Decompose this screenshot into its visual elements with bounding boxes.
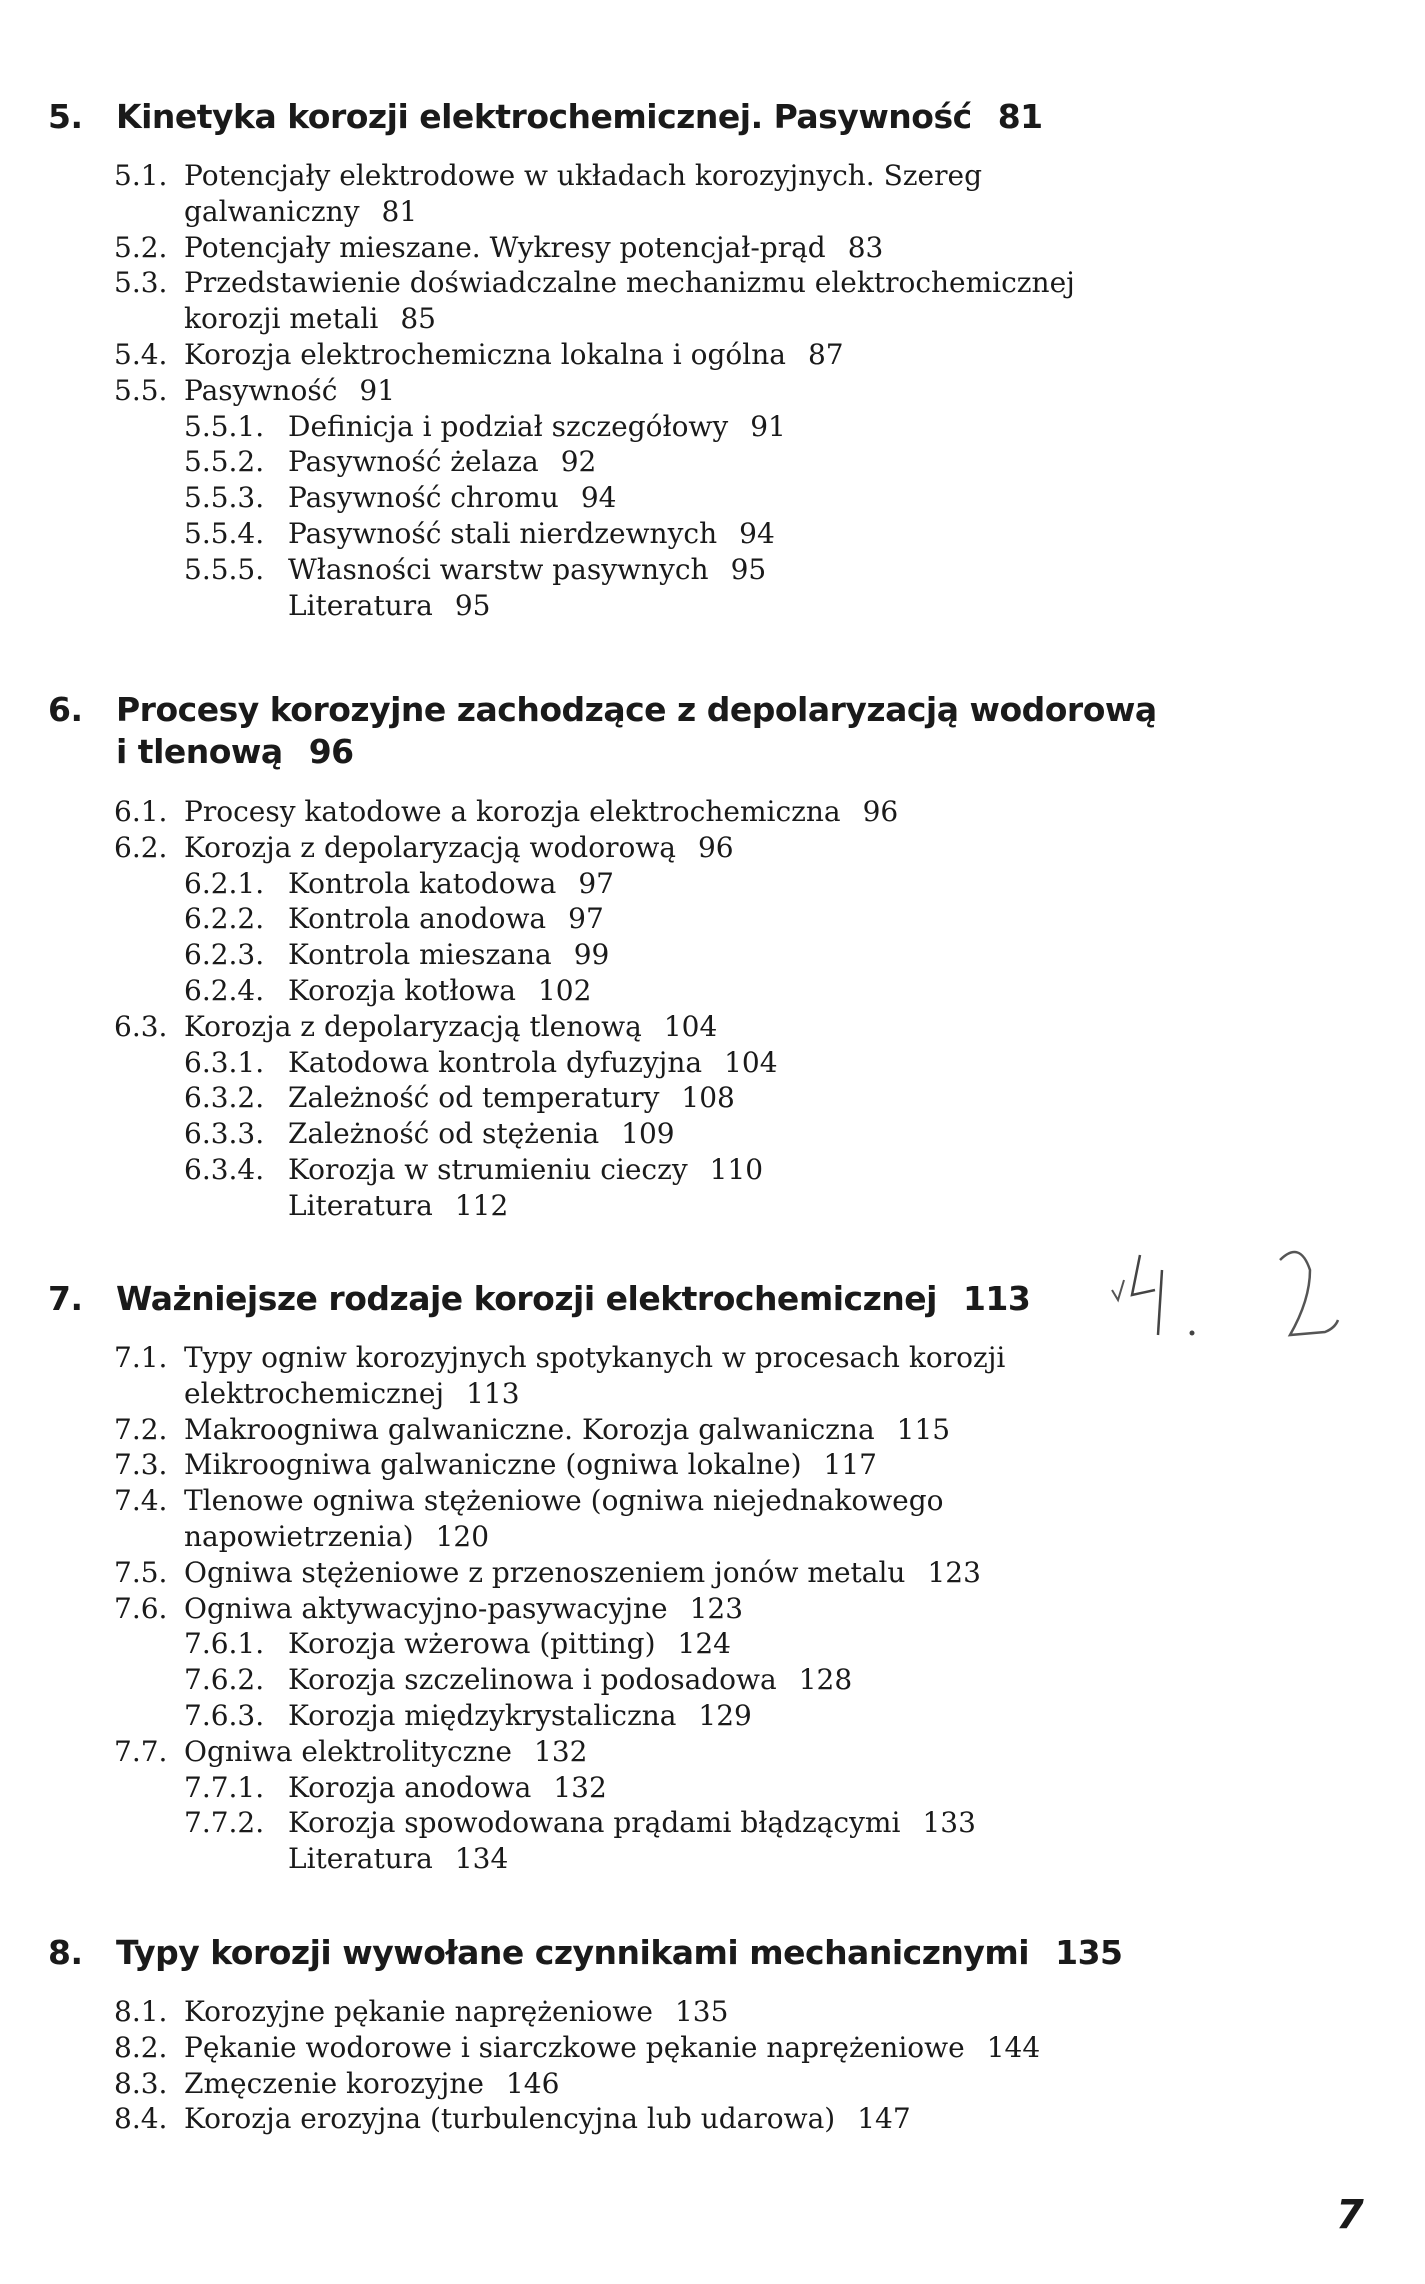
toc-entry[interactable]: [0, 1734, 1425, 1770]
entry-title: Potencjały elektrodowe w układach korozyjnych. Szereg: [184, 159, 982, 192]
entry-page: 96: [697, 830, 734, 864]
entry-title-continuation: galwaniczny: [184, 194, 360, 228]
entry-number: 6.3.2.: [184, 1081, 265, 1115]
toc-entry[interactable]: [0, 552, 1425, 588]
entry-number: 8.3.: [114, 2066, 168, 2100]
entry-title: Ogniwa stężeniowe z przenoszeniem jonów metalu: [184, 1555, 906, 1589]
toc-entry[interactable]: [0, 409, 1425, 445]
toc-entry[interactable]: [0, 1116, 1425, 1152]
entry-page: 112: [454, 1188, 509, 1222]
entry-page: 91: [750, 409, 786, 443]
toc-entry[interactable]: [0, 444, 1425, 480]
toc-entry[interactable]: [0, 230, 1425, 266]
entry-title: Korozja w strumieniu cieczy: [288, 1152, 688, 1186]
entry-number: 5.3.: [114, 266, 168, 300]
entry-number: 7.2.: [114, 1412, 168, 1446]
toc-entry[interactable]: [0, 1626, 1425, 1662]
entry-page: 95: [454, 588, 491, 622]
entry-page: 134: [454, 1842, 509, 1876]
entry-title: Korozja międzykrystaliczna: [288, 1698, 677, 1732]
toc-entry[interactable]: [0, 1770, 1425, 1806]
entry-page: 87: [807, 337, 844, 371]
toc-entry[interactable]: [0, 866, 1425, 902]
toc-entries: [0, 1340, 1425, 1877]
toc-entry[interactable]: [0, 1662, 1425, 1698]
chapter-title: Procesy korozyjne zachodzące z depolaryzacją wodorową: [116, 690, 1157, 729]
toc-entry-continuation: [0, 1519, 1425, 1555]
entry-page: 113: [466, 1376, 520, 1410]
entry-title: Ogniwa elektrolityczne: [184, 1734, 513, 1768]
entry-number: 7.7.: [114, 1734, 168, 1768]
entry-title: Kontrola katodowa: [288, 866, 557, 900]
entry-title: Potencjały mieszane. Wykresy potencjał-prąd: [184, 230, 826, 264]
entry-page: 120: [435, 1519, 490, 1553]
entry-number: 6.2.4.: [184, 973, 265, 1007]
chapter-title: Ważniejsze rodzaje korozji elektrochemicznej 113: [116, 1279, 1031, 1318]
toc-literature-entry[interactable]: [0, 1841, 1425, 1877]
entry-page: 94: [580, 481, 617, 515]
entry-page: 94: [739, 516, 775, 550]
entry-page: 102: [537, 973, 592, 1007]
entry-title: Zależność od stężenia: [288, 1117, 600, 1151]
entry-page: 99: [573, 938, 610, 972]
page-number: 7: [1336, 2192, 1364, 2238]
toc-entry-continuation: [0, 194, 1425, 230]
entry-number: 5.1.: [114, 159, 168, 192]
entry-title: Korozja z depolaryzacją wodorową: [184, 830, 676, 864]
entry-title: Własności warstw pasywnych: [288, 552, 709, 586]
entry-number: 5.5.: [114, 373, 168, 407]
entry-page: 108: [681, 1081, 735, 1115]
toc-entry[interactable]: [0, 1080, 1425, 1116]
entry-page: 117: [823, 1448, 877, 1482]
toc-literature-entry[interactable]: [0, 588, 1425, 624]
entry-number: 8.4.: [114, 2102, 168, 2136]
toc-literature-entry[interactable]: [0, 1188, 1425, 1224]
entry-number: 7.3.: [114, 1448, 168, 1482]
entry-page: 129: [698, 1698, 752, 1732]
toc-entry[interactable]: [0, 1591, 1425, 1627]
entry-page: 147: [857, 2102, 911, 2136]
toc-entry[interactable]: [0, 2101, 1425, 2137]
entry-number: 5.2.: [114, 230, 168, 264]
toc-entry[interactable]: [0, 1483, 1425, 1519]
entry-page: 109: [621, 1117, 675, 1151]
toc-entry[interactable]: [0, 373, 1425, 409]
toc-entry[interactable]: [0, 158, 1425, 194]
entry-title: Korozja z depolaryzacją tlenową: [184, 1009, 642, 1043]
toc-entry-continuation: [0, 301, 1425, 337]
toc-entry[interactable]: [0, 516, 1425, 552]
toc-entries: [0, 1994, 1425, 2137]
entry-page: 96: [862, 795, 899, 828]
toc-entry-continuation: [0, 1376, 1425, 1412]
toc-entry[interactable]: [0, 1994, 1425, 2030]
entry-number: 5.5.4.: [184, 516, 265, 550]
entry-page: 97: [578, 866, 614, 900]
toc-entry[interactable]: [0, 1412, 1425, 1448]
entry-page: 146: [505, 2066, 560, 2100]
entry-page: 132: [553, 1770, 607, 1804]
entry-title-continuation: korozji metali: [184, 302, 379, 336]
entry-title: Procesy katodowe a korozja elektrochemiczna: [184, 795, 841, 828]
entry-number: 7.5.: [114, 1555, 168, 1589]
toc-entry[interactable]: [0, 337, 1425, 373]
entry-number: 7.6.2.: [184, 1663, 265, 1697]
chapter-page: 81: [997, 97, 1043, 136]
chapter-number: 8.: [48, 1933, 83, 1972]
entry-title: Korozja wżerowa (pitting): [288, 1627, 656, 1661]
entry-title: Mikroogniwa galwaniczne (ogniwa lokalne): [184, 1448, 802, 1482]
entry-title: Przedstawienie doświadczalne mechanizmu elektrochemicznej: [184, 266, 1075, 300]
entry-title: Korozja szczelinowa i podosadowa: [288, 1663, 777, 1697]
entry-number: 6.2.: [114, 830, 168, 864]
toc-entries: [0, 794, 1425, 1224]
chapter-title: Kinetyka korozji elektrochemicznej. Pasywność 81: [116, 97, 1043, 136]
entry-page: 104: [663, 1009, 718, 1043]
entry-title: Kontrola anodowa: [288, 902, 547, 936]
entry-number: 6.2.1.: [184, 866, 265, 900]
entry-number: 6.3.: [114, 1009, 168, 1043]
entry-title: Pękanie wodorowe i siarczkowe pękanie naprężeniowe: [184, 2030, 965, 2064]
entry-title: Tlenowe ogniwa stężeniowe (ogniwa niejednakowego: [184, 1484, 944, 1518]
entry-title: Korozyjne pękanie naprężeniowe: [184, 1995, 653, 2028]
entry-title: Literatura: [288, 1188, 433, 1222]
toc-entry[interactable]: [0, 1045, 1425, 1081]
entry-title: Typy ogniw korozyjnych spotykanych w procesach korozji: [184, 1341, 1006, 1374]
entry-title: Makroogniwa galwaniczne. Korozja galwaniczna: [184, 1412, 875, 1446]
entry-number: 6.2.3.: [184, 938, 265, 972]
entry-number: 6.3.3.: [184, 1117, 265, 1151]
entry-title: Korozja kotłowa: [288, 973, 516, 1007]
toc-entry[interactable]: [0, 480, 1425, 516]
entry-number: 7.1.: [114, 1341, 168, 1374]
entry-page: 95: [730, 552, 767, 586]
entry-number: 8.1.: [114, 1995, 168, 2028]
entry-page: 110: [709, 1152, 764, 1186]
chapter-title: Typy korozji wywołane czynnikami mechanicznymi 135: [116, 1933, 1123, 1972]
toc-entries: [0, 158, 1425, 623]
entry-page: 97: [568, 902, 604, 936]
entry-page: 85: [400, 302, 436, 336]
entry-title-continuation: elektrochemicznej: [184, 1376, 445, 1410]
entry-title: Korozja spowodowana prądami błądzącymi: [288, 1806, 901, 1840]
entry-number: 6.2.2.: [184, 902, 265, 936]
entry-title: Kontrola mieszana: [288, 938, 552, 972]
entry-title: Korozja anodowa: [288, 1770, 532, 1804]
entry-title: Ogniwa aktywacyjno-pasywacyjne: [184, 1591, 668, 1625]
entry-page: 135: [674, 1995, 729, 2028]
toc-entry[interactable]: [0, 830, 1425, 866]
entry-number: 7.4.: [114, 1484, 168, 1518]
entry-number: 7.7.2.: [184, 1806, 265, 1840]
entry-title: Literatura: [288, 1842, 433, 1876]
entry-number: 5.5.1.: [184, 409, 265, 443]
toc-entry[interactable]: [0, 901, 1425, 937]
chapter-page: 113: [962, 1279, 1031, 1318]
entry-page: 123: [927, 1555, 981, 1589]
toc-entry[interactable]: [0, 1805, 1425, 1841]
entry-title-continuation: napowietrzenia): [184, 1519, 414, 1553]
entry-page: 92: [560, 445, 597, 479]
toc-entry[interactable]: [0, 1152, 1425, 1188]
entry-number: 5.5.2.: [184, 445, 265, 479]
toc-entry[interactable]: [0, 794, 1425, 830]
toc-entry[interactable]: [0, 1009, 1425, 1045]
entry-title: Zależność od temperatury: [288, 1081, 660, 1115]
toc-entry[interactable]: [0, 1447, 1425, 1483]
entry-number: 6.3.1.: [184, 1045, 265, 1079]
entry-number: 7.7.1.: [184, 1770, 265, 1804]
entry-title: Pasywność stali nierdzewnych: [288, 516, 718, 550]
entry-title: Korozja elektrochemiczna lokalna i ogólna: [184, 337, 786, 371]
entry-page: 81: [381, 194, 418, 228]
chapter-number: 5.: [48, 97, 83, 136]
entry-title: Definicja i podział szczegółowy: [288, 409, 729, 443]
entry-page: 124: [677, 1627, 731, 1661]
entry-title: Pasywność: [184, 373, 338, 407]
handwritten-annotation: [1110, 1240, 1410, 1370]
entry-title: Literatura: [288, 588, 433, 622]
entry-page: 91: [359, 373, 396, 407]
entry-page: 83: [847, 230, 884, 264]
entry-page: 133: [922, 1806, 976, 1840]
chapter-page: 135: [1055, 1933, 1123, 1972]
toc-entry[interactable]: [0, 973, 1425, 1009]
entry-number: 5.4.: [114, 337, 168, 371]
toc-entry[interactable]: [0, 2066, 1425, 2102]
chapter-number: 7.: [48, 1279, 83, 1318]
entry-title: Katodowa kontrola dyfuzyjna: [288, 1045, 703, 1079]
entry-title: Pasywność chromu: [288, 481, 559, 515]
toc-entry[interactable]: [0, 937, 1425, 973]
toc-entry[interactable]: [0, 2030, 1425, 2066]
entry-title: Zmęczenie korozyjne: [184, 2066, 484, 2100]
entry-page: 123: [689, 1591, 744, 1625]
entry-title: Korozja erozyjna (turbulencyjna lub udarowa): [184, 2102, 836, 2136]
entry-page: 128: [798, 1663, 853, 1697]
entry-number: 7.6.1.: [184, 1627, 265, 1661]
chapter-title-continuation: i tlenową 96: [116, 732, 354, 771]
entry-number: 5.5.5.: [184, 552, 265, 586]
entry-title: Pasywność żelaza: [288, 445, 539, 479]
chapter-number: 6.: [48, 690, 83, 729]
toc-entry[interactable]: [0, 1555, 1425, 1591]
chapter-page: 96: [308, 732, 354, 771]
entry-page: 115: [896, 1412, 951, 1446]
entry-page: 104: [724, 1045, 778, 1079]
entry-number: 6.1.: [114, 795, 168, 828]
toc-entry[interactable]: [0, 265, 1425, 301]
entry-page: 132: [534, 1734, 588, 1768]
entry-number: 8.2.: [114, 2030, 168, 2064]
entry-number: 7.6.: [114, 1591, 168, 1625]
entry-page: 144: [986, 2030, 1041, 2064]
entry-number: 7.6.3.: [184, 1698, 265, 1732]
toc-entry[interactable]: [0, 1698, 1425, 1734]
entry-number: 6.3.4.: [184, 1152, 265, 1186]
entry-number: 5.5.3.: [184, 481, 265, 515]
